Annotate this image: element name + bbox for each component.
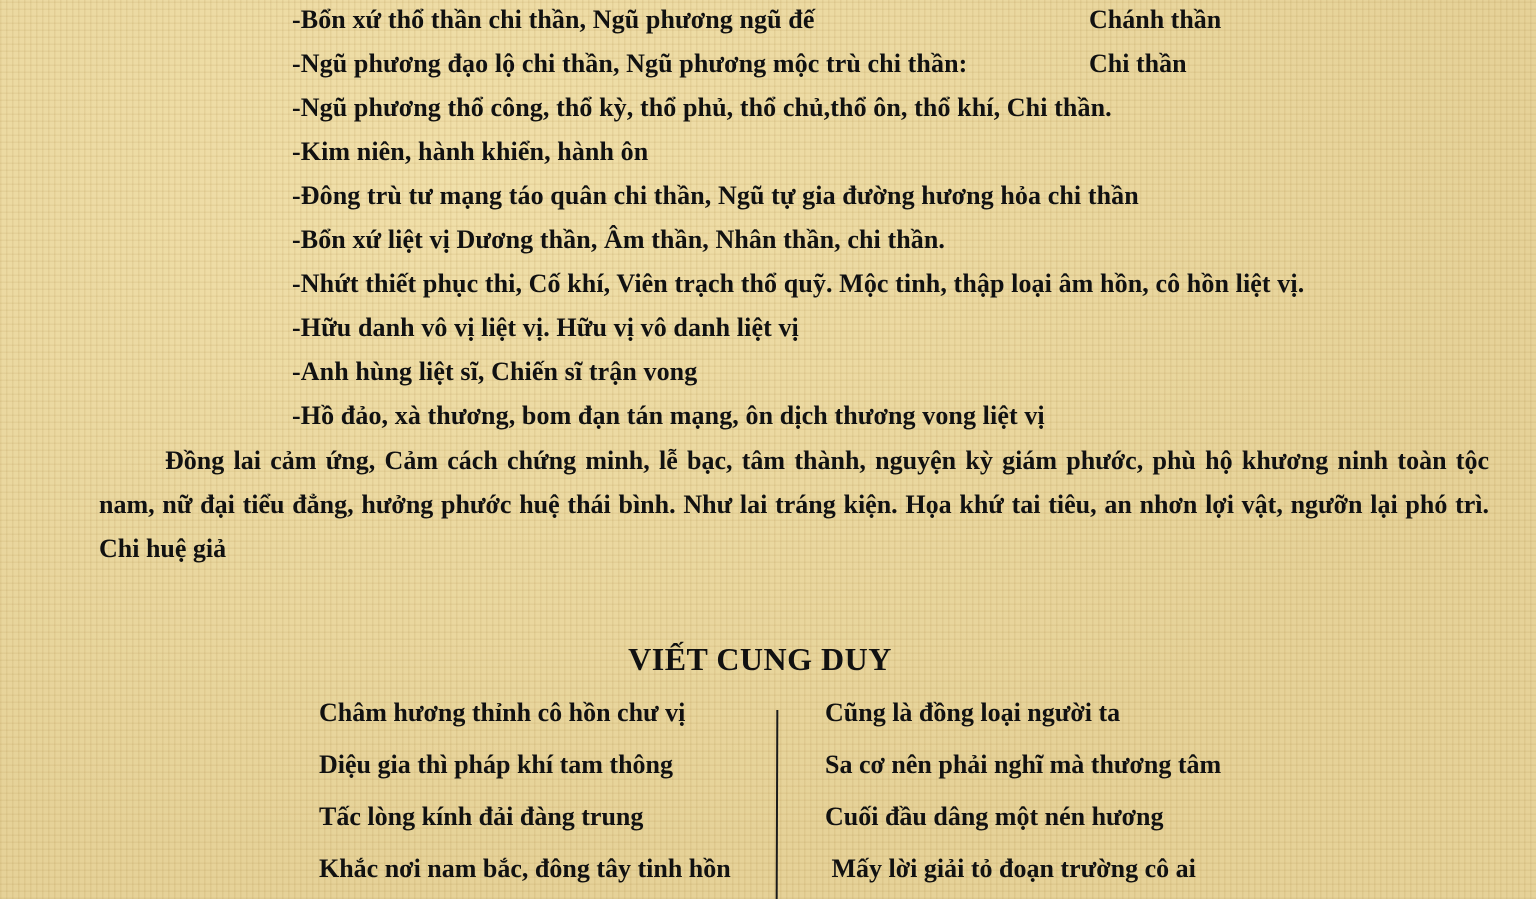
verse-line-1-left: Châm hương thỉnh cô hồn chư vị: [319, 698, 686, 727]
invocation-line-2-right: Chi thần: [1089, 49, 1187, 78]
verse-line-3-left: Tấc lòng kính đải đàng trung: [319, 802, 644, 831]
verse-line-4-right: Mấy lời giải tỏ đoạn trường cô ai: [825, 854, 1196, 883]
verse-line-4-left: Khắc nơi nam bắc, đông tây tinh hồn: [319, 854, 731, 883]
verse-line-1-right: Cũng là đồng loại người ta: [825, 698, 1121, 727]
invocation-line-1: -Bổn xứ thổ thần chi thần, Ngũ phương ngũ đế: [292, 5, 815, 34]
invocation-line-3: -Ngũ phương thổ công, thổ kỳ, thổ phủ, thổ chủ,thổ ôn, thổ khí, Chi thần.: [292, 93, 1112, 122]
verse-line-2-left: Diệu gia thì pháp khí tam thông: [319, 750, 673, 779]
invocation-line-4: -Kim niên, hành khiển, hành ôn: [292, 137, 649, 166]
verse-line-2-right: Sa cơ nên phải nghĩ mà thương tâm: [825, 750, 1222, 779]
invocation-line-2: -Ngũ phương đạo lộ chi thần, Ngũ phương mộc trù chi thần:: [292, 49, 968, 78]
verse-line-3-right: Cuối đầu dâng một nén hương: [825, 802, 1164, 831]
invocation-line-6: -Bổn xứ liệt vị Dương thần, Âm thần, Nhân thần, chi thần.: [292, 225, 946, 254]
invocation-line-8: -Hữu danh vô vị liệt vị. Hữu vị vô danh liệt vị: [292, 313, 799, 342]
verse-column-divider: [776, 710, 779, 899]
invocation-line-10: -Hồ đảo, xà thương, bom đạn tán mạng, ôn dịch thương vong liệt vị: [292, 401, 1045, 430]
invocation-line-9: -Anh hùng liệt sĩ, Chiến sĩ trận vong: [292, 357, 698, 386]
blessing-paragraph: Đồng lai cảm ứng, Cảm cách chứng minh, lễ bạc, tâm thành, nguyện kỳ giám phước, phù hộ khương ninh toàn tộc nam, nữ đại tiểu đẳng, hưởng phước huệ thái bình. Như lai tráng kiện. Họa khứ tai tiêu, an nhơn lợi vật, ngưỡn lại phó trì. Chi huệ giả: [99, 446, 1489, 563]
invocation-line-7: -Nhứt thiết phục thi, Cố khí, Viên trạch thổ quỹ. Mộc tinh, thập loại âm hồn, cô hồn liệt vị.: [292, 269, 1305, 298]
invocation-line-1-right: Chánh thần: [1089, 5, 1222, 34]
section-title: VIẾT CUNG DUY: [628, 641, 892, 677]
invocation-line-5: -Đông trù tư mạng táo quân chi thần, Ngũ tự gia đường hương hỏa chi thần: [292, 181, 1139, 210]
